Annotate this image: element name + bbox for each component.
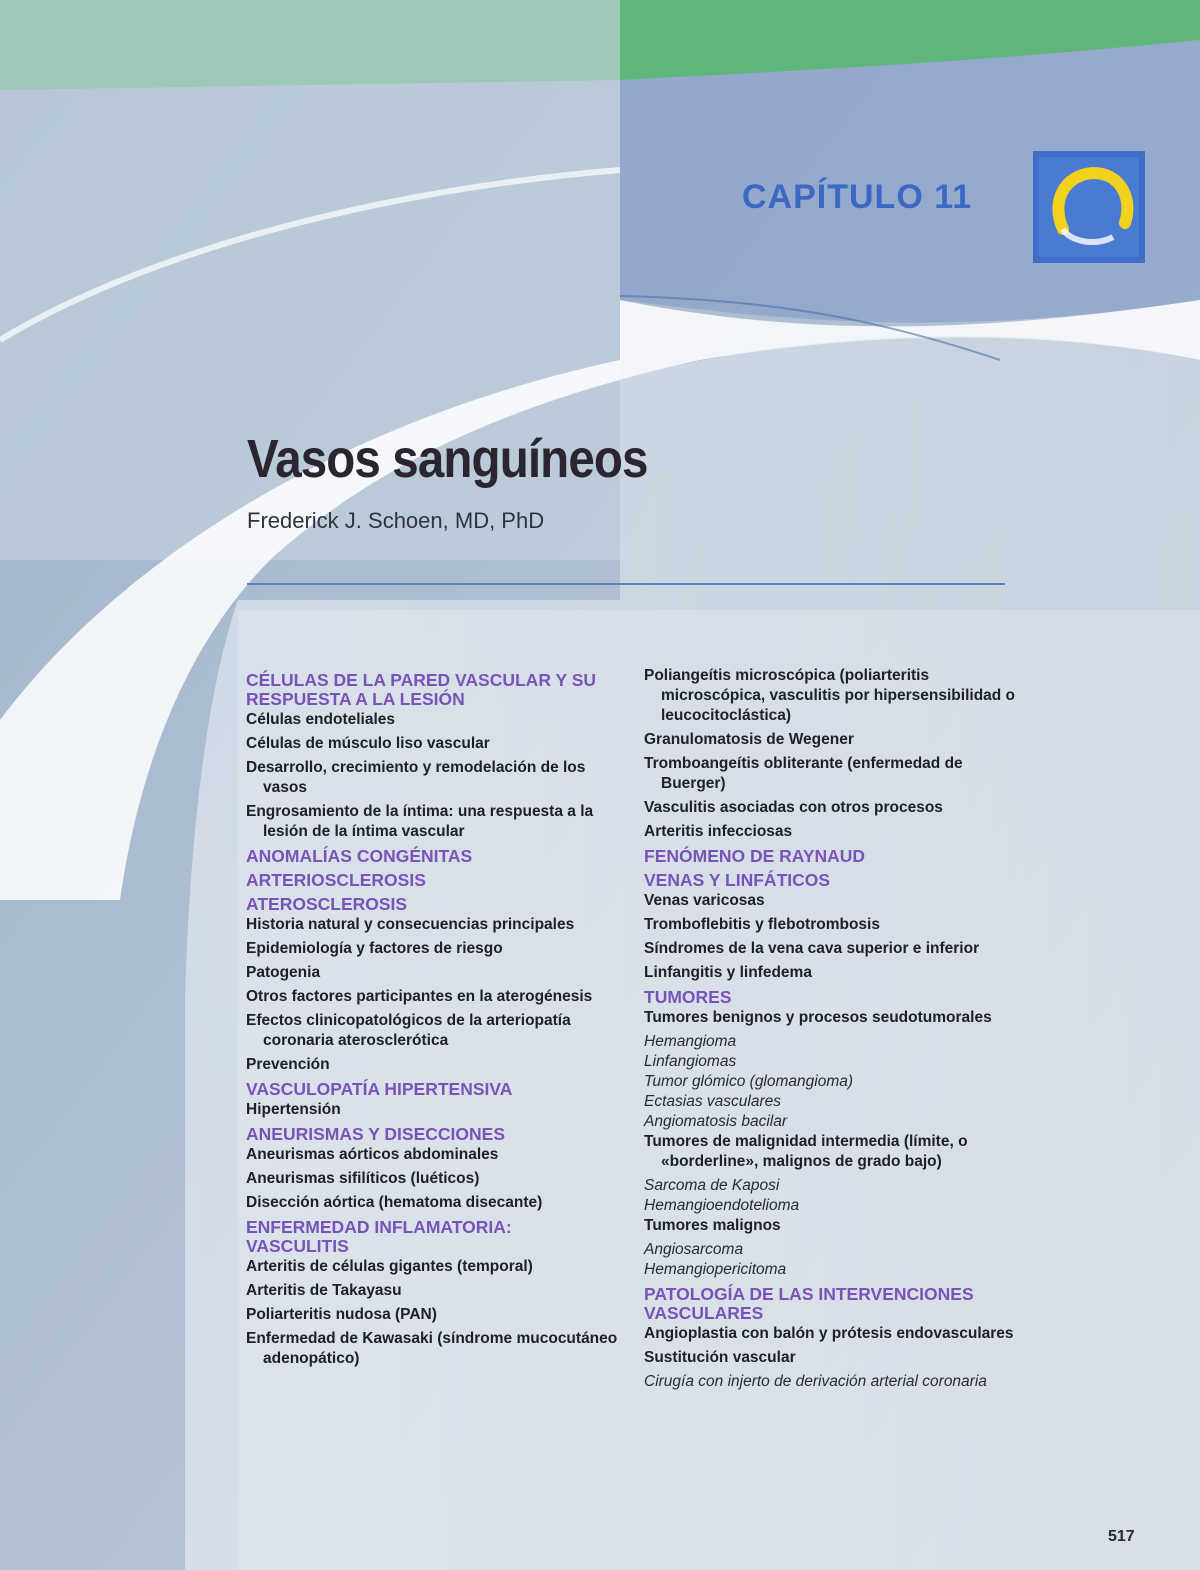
toc-subitem: Hemangioendotelioma bbox=[644, 1197, 800, 1214]
toc-item: Historia natural y consecuencias principales bbox=[246, 916, 575, 933]
toc-item: Patogenia bbox=[246, 964, 321, 981]
toc-subitem: Linfangiomas bbox=[644, 1053, 737, 1070]
toc-section-heading: ARTERIOSCLEROSIS bbox=[246, 870, 426, 890]
toc-item: Células de músculo liso vascular bbox=[246, 735, 490, 752]
toc-section-heading: TUMORES bbox=[644, 987, 732, 1007]
chapter-badge-icon bbox=[1033, 151, 1145, 263]
author: Frederick J. Schoen, MD, PhD bbox=[247, 508, 545, 533]
toc-right-column bbox=[644, 666, 1016, 1392]
toc-item: Disección aórtica (hematoma disecante) bbox=[246, 1194, 543, 1211]
toc-item: Arteritis de Takayasu bbox=[246, 1282, 402, 1299]
toc-item: Efectos clinicopatológicos de la arteriopatía coronaria aterosclerótica bbox=[246, 1012, 571, 1049]
toc-item: Síndromes de la vena cava superior e inferior bbox=[644, 940, 980, 957]
toc-item: Arteritis de células gigantes (temporal) bbox=[246, 1258, 533, 1275]
toc-subitem: Angiomatosis bacilar bbox=[644, 1113, 788, 1130]
toc-item: Vasculitis asociadas con otros procesos bbox=[644, 799, 943, 816]
toc-item: Sustitución vascular bbox=[644, 1349, 796, 1366]
toc-subitem: Tumor glómico (glomangioma) bbox=[644, 1073, 854, 1090]
toc-item: Linfangitis y linfedema bbox=[644, 964, 812, 981]
toc-subitem: Angiosarcoma bbox=[644, 1241, 744, 1258]
chapter-label: CAPÍTULO 11 bbox=[742, 178, 973, 216]
toc-section-heading: PATOLOGÍA DE LAS INTERVENCIONES VASCULARES bbox=[644, 1284, 974, 1323]
toc-section-heading: ATEROSCLEROSIS bbox=[246, 894, 408, 914]
toc-item: Tromboflebitis y flebotrombosis bbox=[644, 916, 880, 933]
toc-item: Angioplastia con balón y prótesis endovasculares bbox=[644, 1325, 1014, 1342]
toc-item: Tromboangeítis obliterante (enfermedad de Buerger) bbox=[644, 755, 963, 792]
title-divider bbox=[247, 583, 1005, 585]
toc-item: Poliangeítis microscópica (poliarteritis microscópica, vasculitis por hipersensibilidad o leucocitoclástica) bbox=[644, 667, 1016, 724]
toc-item: Enfermedad de Kawasaki (síndrome mucocutáneo adenopático) bbox=[246, 1330, 618, 1367]
page-number: 517 bbox=[1108, 1528, 1135, 1545]
toc-item: Engrosamiento de la íntima: una respuesta a la lesión de la íntima vascular bbox=[246, 803, 594, 840]
toc-item: Venas varicosas bbox=[644, 892, 765, 909]
toc-item: Tumores de malignidad intermedia (límite, o «borderline», malignos de grado bajo) bbox=[644, 1133, 968, 1170]
toc-item: Arteritis infecciosas bbox=[644, 823, 793, 840]
toc-subitem: Hemangiopericitoma bbox=[644, 1261, 787, 1278]
toc-item: Tumores benignos y procesos seudotumorales bbox=[644, 1009, 992, 1026]
page-title: Vasos sanguíneos bbox=[247, 429, 648, 489]
toc-item: Granulomatosis de Wegener bbox=[644, 731, 854, 748]
toc-item: Tumores malignos bbox=[644, 1217, 781, 1234]
toc-section-heading: VENAS Y LINFÁTICOS bbox=[644, 870, 831, 890]
toc-item: Otros factores participantes en la aterogénesis bbox=[246, 988, 593, 1005]
toc-item: Aneurismas aórticos abdominales bbox=[246, 1146, 499, 1163]
toc-subitem: Cirugía con injerto de derivación arterial coronaria bbox=[644, 1373, 987, 1390]
toc-item: Aneurismas sifilíticos (luéticos) bbox=[246, 1170, 480, 1187]
toc-item: Prevención bbox=[246, 1056, 330, 1073]
toc-section-heading: ENFERMEDAD INFLAMATORIA: VASCULITIS bbox=[246, 1217, 512, 1256]
toc-item: Hipertensión bbox=[246, 1101, 341, 1118]
toc-item: Desarrollo, crecimiento y remodelación de los vasos bbox=[246, 759, 586, 796]
toc-item: Poliarteritis nudosa (PAN) bbox=[246, 1306, 437, 1323]
toc-item: Epidemiología y factores de riesgo bbox=[246, 940, 503, 957]
toc-section-heading: VASCULOPATÍA HIPERTENSIVA bbox=[246, 1079, 513, 1099]
toc-section-heading: FENÓMENO DE RAYNAUD bbox=[644, 846, 866, 866]
toc-subitem: Sarcoma de Kaposi bbox=[644, 1177, 780, 1194]
toc-left-column bbox=[246, 666, 618, 1373]
toc-section-heading: ANEURISMAS Y DISECCIONES bbox=[246, 1124, 505, 1144]
toc-section-heading: CÉLULAS DE LA PARED VASCULAR Y SU RESPUESTA A LA LESIÓN bbox=[246, 670, 597, 709]
toc-subitem: Hemangioma bbox=[644, 1033, 737, 1050]
toc-section-heading: ANOMALÍAS CONGÉNITAS bbox=[246, 846, 473, 866]
toc-subitem: Ectasias vasculares bbox=[644, 1093, 781, 1110]
toc-item: Células endoteliales bbox=[246, 711, 396, 728]
